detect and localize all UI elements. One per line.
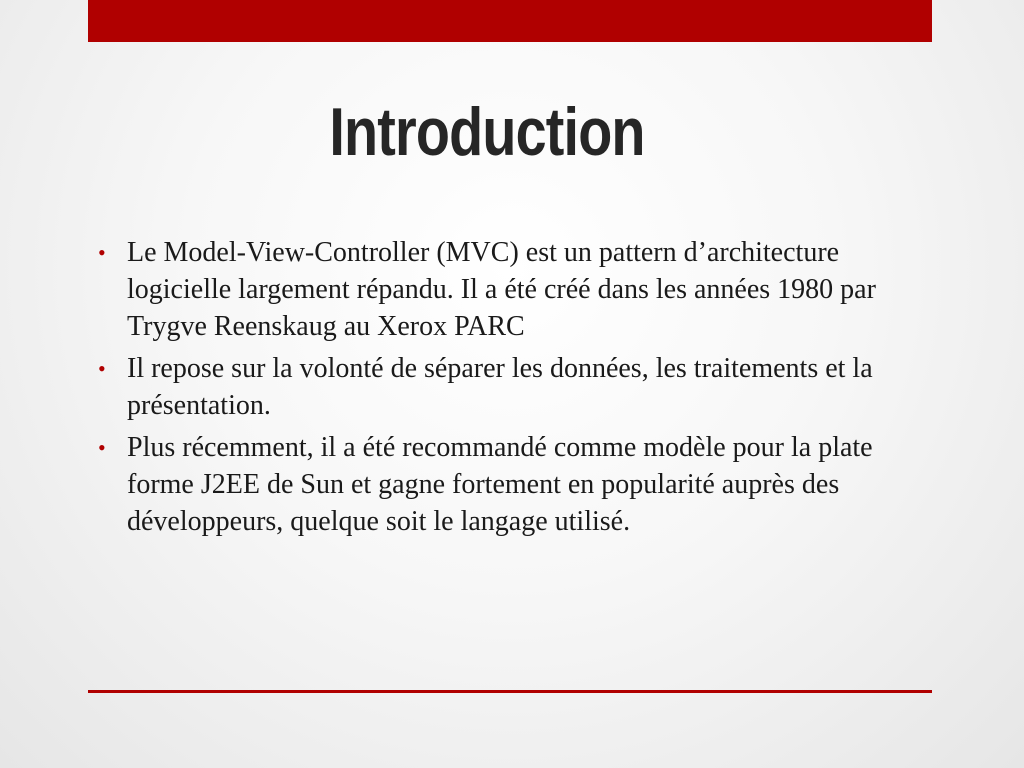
bullet-item: [98, 234, 898, 345]
bullet-text: Il repose sur la volonté de séparer les données, les traitements et la présentation.: [127, 353, 873, 421]
bullet-item: [98, 429, 898, 540]
bottom-accent-line: [88, 690, 932, 693]
bullet-list: [98, 234, 898, 545]
top-accent-bar: [88, 0, 932, 42]
bullet-icon: •: [98, 240, 106, 265]
bullet-icon: •: [98, 435, 106, 460]
bullet-icon: •: [98, 356, 106, 381]
slide-title: Introduction: [329, 94, 645, 170]
bullet-text: Plus récemment, il a été recommandé comme modèle pour la plate forme J2EE de Sun et gagne fortement en popularité auprès des développeurs, quelque soit le langage utilisé.: [127, 432, 873, 537]
bullet-text: Le Model-View-Controller (MVC) est un pattern d’architecture logicielle largement répandu. Il a été créé dans les années 1980 par Trygve Reenskaug au Xerox PARC: [127, 237, 876, 342]
bullet-item: [98, 350, 898, 424]
